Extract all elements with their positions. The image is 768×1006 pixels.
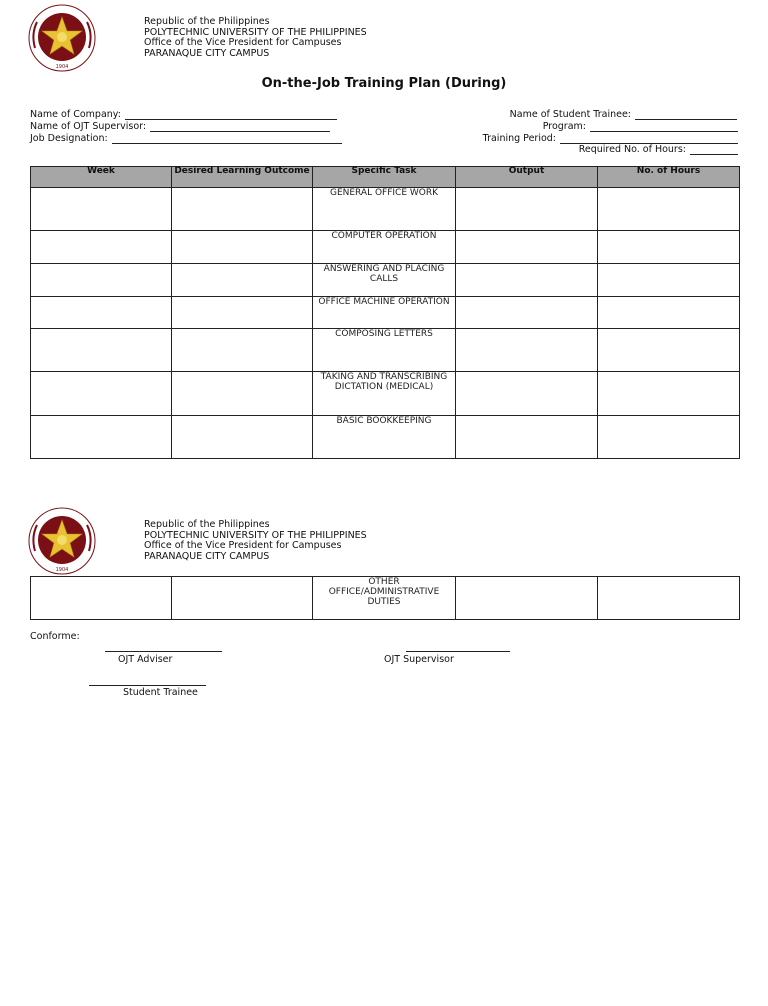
cell-output[interactable] [456,188,598,231]
field-program-line[interactable] [590,121,738,132]
supervisor-label: OJT Supervisor [384,654,454,665]
field-trainee [510,109,737,120]
letterhead-line-office: Office of the Vice President for Campuses [144,540,342,552]
cell-output[interactable] [456,577,598,620]
svg-text:1904: 1904 [55,567,69,573]
trainee-signature-line[interactable] [89,685,206,686]
cell-output[interactable] [456,416,598,459]
cell-task: OFFICE MACHINE OPERATION [313,297,456,329]
table-row [31,329,740,372]
cell-hours[interactable] [598,372,740,416]
letterhead-line-campus: PARANAQUE CITY CAMPUS [144,47,270,59]
cell-output[interactable] [456,297,598,329]
table-row [31,231,740,264]
field-job [30,133,342,144]
letterhead-line-campus: PARANAQUE CITY CAMPUS [144,550,270,562]
cell-outcome[interactable] [172,264,313,297]
cell-week[interactable] [31,231,172,264]
cell-task: OTHER OFFICE/ADMINISTRATIVE DUTIES [313,577,456,620]
cell-week[interactable] [31,416,172,459]
field-job-line[interactable] [112,133,342,144]
cell-outcome[interactable] [172,577,313,620]
cell-week[interactable] [31,264,172,297]
letterhead-page2 [144,520,367,562]
letterhead-line-office: Office of the Vice President for Campuses [144,37,342,49]
field-hours [579,144,738,155]
field-period-label: Training Period: [482,133,556,144]
cell-outcome[interactable] [172,416,313,459]
header-learning-outcome: Desired Learning Outcome [172,167,313,188]
field-supervisor-line[interactable] [150,121,330,132]
field-company-line[interactable] [125,109,337,120]
field-period [483,133,738,144]
table-row [31,577,740,620]
header-week: Week [31,167,172,188]
letterhead [144,17,367,59]
header-specific-task: Specific Task [313,167,456,188]
cell-hours[interactable] [598,577,740,620]
trainee-label: Student Trainee [123,687,198,698]
letterhead-line-university: POLYTECHNIC UNIVERSITY OF THE PHILIPPINES [144,529,367,541]
cell-task: GENERAL OFFICE WORK [313,188,456,231]
cell-week[interactable] [31,297,172,329]
university-seal-logo-page2 [27,507,97,575]
cell-outcome[interactable] [172,372,313,416]
cell-week[interactable] [31,329,172,372]
table-row [31,188,740,231]
cell-task: COMPUTER OPERATION [313,231,456,264]
conforme-label: Conforme: [30,631,80,642]
cell-task: BASIC BOOKKEEPING [313,416,456,459]
cell-outcome[interactable] [172,297,313,329]
svg-text:1904: 1904 [55,64,69,70]
adviser-signature-line[interactable] [105,651,222,652]
table-row [31,264,740,297]
cell-hours[interactable] [598,264,740,297]
field-supervisor-label: Name of OJT Supervisor: [30,121,147,132]
cell-output[interactable] [456,264,598,297]
supervisor-signature-line[interactable] [406,651,510,652]
cell-output[interactable] [456,372,598,416]
cell-task: TAKING AND TRANSCRIBING DICTATION (MEDICAL) [313,372,456,416]
cell-hours[interactable] [598,188,740,231]
field-hours-line[interactable] [690,144,738,155]
field-period-line[interactable] [560,133,738,144]
training-plan-table [30,166,740,459]
cell-hours[interactable] [598,329,740,372]
letterhead-line-university: POLYTECHNIC UNIVERSITY OF THE PHILIPPINES [144,26,367,38]
cell-week[interactable] [31,577,172,620]
adviser-label: OJT Adviser [118,654,173,665]
cell-outcome[interactable] [172,231,313,264]
field-program-label: Program: [542,121,586,132]
training-plan-table-continued [30,576,740,620]
cell-hours[interactable] [598,231,740,264]
field-hours-label: Required No. of Hours: [578,144,686,155]
field-supervisor [30,121,330,132]
cell-hours[interactable] [598,416,740,459]
cell-task: ANSWERING AND PLACING CALLS [313,264,456,297]
cell-output[interactable] [456,231,598,264]
cell-outcome[interactable] [172,188,313,231]
header-output: Output [456,167,598,188]
table-row [31,297,740,329]
field-program [543,121,738,132]
field-trainee-label: Name of Student Trainee: [509,109,631,120]
table-row [31,416,740,459]
cell-output[interactable] [456,329,598,372]
table-row [31,372,740,416]
page-title: On-the-Job Training Plan (During) [261,76,507,91]
university-seal-logo [27,4,97,72]
field-company-label: Name of Company: [30,109,121,120]
cell-hours[interactable] [598,297,740,329]
field-trainee-line[interactable] [635,109,737,120]
field-company [30,109,337,120]
header-hours: No. of Hours [598,167,740,188]
cell-week[interactable] [31,372,172,416]
table-header-row [31,167,740,188]
letterhead-line-republic: Republic of the Philippines [144,519,270,530]
cell-task: COMPOSING LETTERS [313,329,456,372]
cell-week[interactable] [31,188,172,231]
letterhead-line-republic: Republic of the Philippines [144,16,270,27]
cell-outcome[interactable] [172,329,313,372]
field-job-label: Job Designation: [30,133,108,144]
